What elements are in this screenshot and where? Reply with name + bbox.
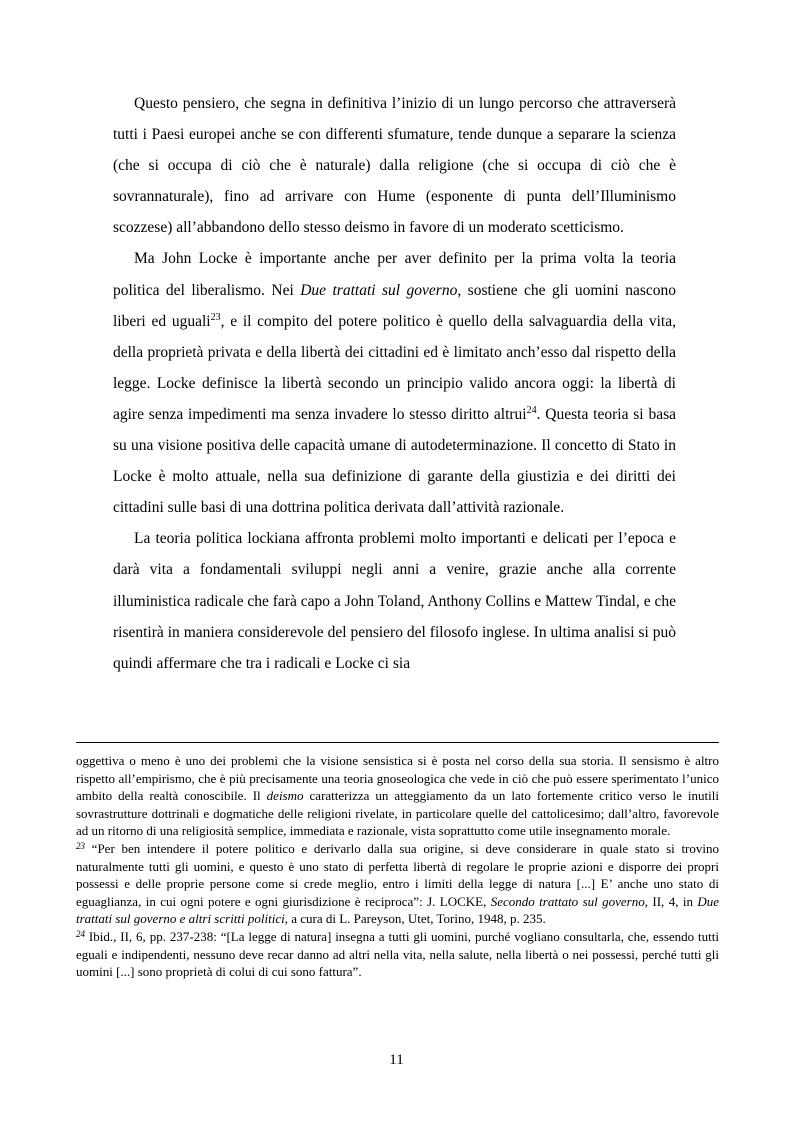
footnote-separator — [76, 742, 719, 743]
page-number: 11 — [389, 1052, 404, 1068]
footnote-reference: 23 — [210, 311, 221, 323]
footnote-23: $^{23}$ “Per ben intendere il potere politico e derivarlo dalla sua origine, si deve considerare in quale stato si trovino naturalmente tutti gli uomini, e questo è uno stato di perfetta libertà di regolare le proprie azioni e disporre dei propri possessi e delle proprie persone come si crede meglio, entro i limiti della legge di natura [...] E’ anche uno stato di eguaglianza, in cui ogni potere e ogni giurisdizione è reciproca”: J. LOCKE, Secondo trattato sul governo, II, 4, in Due trattati sul governo e altri scritti politici, a cura di L. Pareyson, Utet, Torino, 1948, p. 235. — [76, 840, 720, 927]
paragraph-text: La teoria politica lockiana affronta problemi molto importanti e delicati per l’epoca e darà vita a fondamentali sviluppi negli anni a venire, grazie anche alla corrente illuministica radicale che farà capo a John Toland, Anthony Collins e Mattew Tindal, e che risentirà in maniera considerevole del pensiero del filosofo inglese. In ultima analisi si può quindi affermare che tra i radicali e Locke ci sia — [113, 530, 676, 672]
footnote-number: 24 — [76, 928, 85, 939]
footnote-24: $^{24}$ Ibid., II, 6, pp. 237-238: “[La legge di natura] insegna a tutti gli uomini, purché vogliano consultarla, che, essendo tutti eguali e indipendenti, nessuno deve recar danno ad altri nella vita, nella salute, nella libertà o nei possessi, perché tutti gli uomini [...] sono proprietà di colui di cui sono fattura”. — [76, 928, 719, 980]
paragraph — [113, 88, 676, 243]
term: deismo — [266, 788, 304, 804]
paragraph — [113, 243, 676, 523]
paragraph-text: . Questa teoria si basa su una visione positiva delle capacità umane di autodeterminazione. Il concetto di Stato in Locke è molto attuale, nella sua definizione di garante della giustizia e dei diritti dei cittadini sulle basi di una dottrina politica derivata dall’attività razionale. — [113, 405, 676, 517]
paragraph-text: Questo pensiero, che segna in definitiva l’inizio di un lungo percorso che attraverserà tutti i Paesi europei anche se con differenti sfumature, tende dunque a separare la scienza (che si occupa di ciò che è naturale) dalla religione (che si occupa di ciò che è sovrannaturale), fino ad arrivare con Hume (esponente di punta dell’Illuminismo scozzese) all’abbandono dello stesso deismo in favore di un moderato scetticismo. — [113, 95, 676, 237]
footnote-reference: 24 — [526, 404, 537, 416]
paragraph — [113, 523, 676, 678]
book-title: Due trattati sul governo e altri scritti politici — [76, 893, 720, 927]
book-title: Secondo trattato sul governo — [490, 893, 645, 909]
paragraph-text: , sostiene che gli uomini nascono liberi ed uguali — [113, 281, 676, 330]
footnote-continuation: oggettiva o meno è uno dei problemi che la visione sensistica si è posta nel corso della sua storia. Il sensismo è altro rispetto all’empirismo, che è più precisamente una teoria gnoseologica che vede in ciò che può essere sperimentato l’unico ambito della realtà conoscibile. Il deismo caratterizza un atteggiamento da un lato fortemente critico verso le inutili sovrastrutture dottrinali e dogmatiche delle religioni rivelate, in particolare quelle del cattolicesimo; dall’altro, favorevole ad un ritorno di una religiosità semplice, immediata e razionale, vista soprattutto come utile insegnamento morale. — [76, 753, 719, 839]
paragraph-text: Ma John Locke è importante anche per aver definito per la prima volta la teoria politica del liberalismo. Nei — [113, 250, 676, 299]
book-title: Due trattati sul governo — [300, 281, 458, 299]
body-text — [113, 88, 676, 679]
footnote-number: 23 — [76, 840, 85, 851]
footnotes — [76, 752, 719, 981]
paragraph-text: , e il compito del potere politico è quello della salvaguardia della vita, della proprietà privata e della libertà dei cittadini ed è limitato anch’esso dal rispetto della legge. Locke definisce la libertà secondo un principio valido ancora oggi: la libertà di agire senza impedimenti ma senza invadere lo stesso diritto altrui — [113, 312, 676, 423]
